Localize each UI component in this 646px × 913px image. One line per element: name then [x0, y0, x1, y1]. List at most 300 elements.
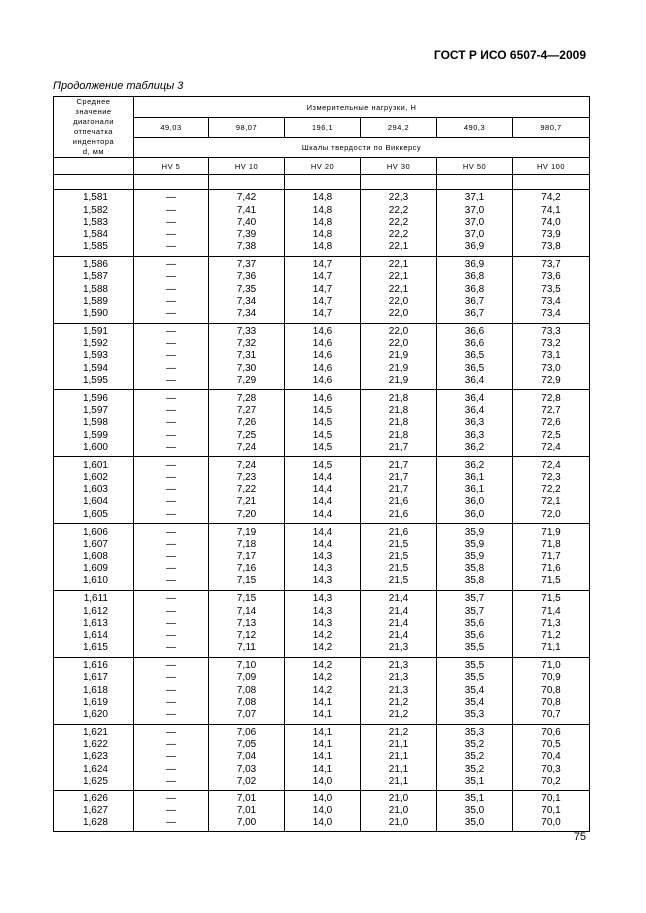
cell-hv50 [437, 791, 513, 832]
value-hv5: — [166, 308, 176, 320]
value-hv100: 73,3 [541, 326, 561, 338]
value-hv10: 7,07 [236, 709, 257, 721]
table-caption: Продолжение таблицы 3 [53, 80, 184, 92]
value-hv30: 21,7 [388, 459, 409, 471]
value-hv100: 72,4 [541, 459, 561, 471]
value-hv10: 7,03 [236, 763, 257, 775]
value-hv10: 7,15 [236, 575, 257, 587]
cell-hv20 [285, 323, 361, 390]
value-hv10: 7,08 [236, 684, 257, 696]
cell-hv100 [513, 590, 590, 657]
value-d: 1,594 [82, 362, 108, 374]
value-hv5: — [166, 575, 176, 587]
cell-hv30 [361, 390, 437, 457]
value-hv50: 36,2 [464, 441, 485, 453]
value-hv20: 14,8 [312, 204, 333, 216]
value-hv5: — [166, 508, 176, 520]
value-hv10: 7,22 [236, 484, 257, 496]
value-hv5: — [166, 295, 176, 307]
value-hv5: — [166, 696, 176, 708]
value-hv20: 14,1 [312, 696, 333, 708]
value-hv50: 36,6 [464, 338, 485, 350]
value-d: 1,599 [82, 429, 108, 441]
value-hv100: 72,7 [541, 405, 561, 417]
value-hv50: 37,0 [464, 204, 485, 216]
value-d: 1,597 [82, 405, 108, 417]
value-d: 1,605 [82, 508, 108, 520]
value-hv5: — [166, 326, 176, 338]
load-cell: 294,2 [361, 118, 437, 138]
value-hv50: 35,8 [464, 563, 485, 575]
value-hv50: 36,4 [464, 392, 485, 404]
value-hv100: 70,7 [541, 709, 561, 721]
value-hv30: 22,0 [388, 338, 409, 350]
cell-hv50 [437, 724, 513, 791]
value-hv100: 70,6 [541, 727, 561, 739]
table-row-group [54, 457, 590, 524]
value-d: 1,624 [82, 763, 108, 775]
value-hv20: 14,2 [312, 660, 333, 672]
value-hv10: 7,01 [236, 792, 257, 804]
value-hv50: 35,1 [464, 792, 485, 804]
cell-d [54, 256, 134, 323]
value-hv5: — [166, 392, 176, 404]
value-hv30: 22,1 [388, 241, 409, 253]
value-d: 1,600 [82, 441, 108, 453]
value-hv30: 22,2 [388, 204, 409, 216]
value-hv5: — [166, 484, 176, 496]
page-number: 75 [573, 831, 586, 843]
value-hv30: 21,4 [388, 617, 409, 629]
value-hv100: 70,4 [541, 751, 561, 763]
value-hv50: 35,6 [464, 629, 485, 641]
value-hv30: 21,8 [388, 405, 409, 417]
cell-hv100 [513, 657, 590, 724]
value-d: 1,609 [82, 563, 108, 575]
value-hv10: 7,15 [236, 593, 257, 605]
value-hv50: 35,2 [464, 739, 485, 751]
table-row-group [54, 590, 590, 657]
value-hv50: 35,3 [464, 727, 485, 739]
cell-hv20 [285, 791, 361, 832]
cell-d [54, 457, 134, 524]
cell-hv50 [437, 323, 513, 390]
value-hv30: 21,6 [388, 526, 409, 538]
cell-hv5 [134, 190, 209, 257]
document-code: ГОСТ Р ИСО 6507-4—2009 [433, 48, 586, 62]
value-hv5: — [166, 538, 176, 550]
cell-hv20 [285, 724, 361, 791]
value-hv10: 7,21 [236, 496, 257, 508]
value-hv50: 35,7 [464, 593, 485, 605]
value-d: 1,601 [82, 459, 108, 471]
value-hv50: 36,8 [464, 283, 485, 295]
cell-hv30 [361, 457, 437, 524]
value-d: 1,616 [82, 660, 108, 672]
scale-cell: HV 20 [285, 158, 361, 175]
value-hv20: 14,8 [312, 192, 333, 204]
cell-d [54, 190, 134, 257]
cell-d [54, 791, 134, 832]
value-hv50: 35,9 [464, 526, 485, 538]
value-hv10: 7,02 [236, 775, 257, 787]
value-hv5: — [166, 350, 176, 362]
scale-cell: HV 10 [209, 158, 285, 175]
value-hv20: 14,2 [312, 672, 333, 684]
scale-cell: HV 5 [134, 158, 209, 175]
value-hv5: — [166, 550, 176, 562]
cell-hv30 [361, 657, 437, 724]
value-hv5: — [166, 362, 176, 374]
value-hv20: 14,7 [312, 308, 333, 320]
value-hv5: — [166, 496, 176, 508]
value-hv50: 36,1 [464, 484, 485, 496]
value-hv10: 7,19 [236, 526, 257, 538]
diagonal-header: Среднее значение диагонали отпечатка индентора d, мм [54, 97, 134, 158]
value-hv30: 22,1 [388, 271, 409, 283]
cell-hv100 [513, 457, 590, 524]
value-hv5: — [166, 338, 176, 350]
value-hv30: 21,7 [388, 441, 409, 453]
value-d: 1,619 [82, 696, 108, 708]
value-hv50: 35,6 [464, 617, 485, 629]
value-hv100: 72,6 [541, 417, 561, 429]
value-hv100: 71,2 [541, 629, 561, 641]
value-hv20: 14,6 [312, 338, 333, 350]
value-hv10: 7,35 [236, 283, 257, 295]
table-row-group [54, 190, 590, 257]
value-hv10: 7,08 [236, 696, 257, 708]
cell-hv10 [209, 457, 285, 524]
value-hv30: 21,2 [388, 709, 409, 721]
value-hv50: 36,4 [464, 405, 485, 417]
cell-hv5 [134, 256, 209, 323]
cell-hv5 [134, 323, 209, 390]
value-hv20: 14,6 [312, 350, 333, 362]
value-hv30: 21,9 [388, 350, 409, 362]
value-hv100: 70,8 [541, 696, 561, 708]
value-d: 1,628 [82, 817, 108, 829]
value-hv10: 7,27 [236, 405, 257, 417]
cell-hv30 [361, 590, 437, 657]
value-hv20: 14,6 [312, 362, 333, 374]
value-hv20: 14,5 [312, 417, 333, 429]
value-hv30: 21,5 [388, 538, 409, 550]
value-hv20: 14,6 [312, 392, 333, 404]
cell-hv10 [209, 390, 285, 457]
value-hv50: 35,7 [464, 605, 485, 617]
value-hv10: 7,10 [236, 660, 257, 672]
cell-hv100 [513, 390, 590, 457]
value-hv30: 21,3 [388, 660, 409, 672]
value-d: 1,617 [82, 672, 108, 684]
value-hv30: 22,2 [388, 229, 409, 241]
value-hv50: 36,7 [464, 295, 485, 307]
value-hv30: 21,3 [388, 684, 409, 696]
value-hv30: 21,0 [388, 792, 409, 804]
value-hv30: 21,9 [388, 362, 409, 374]
value-hv100: 74,0 [541, 216, 561, 228]
value-hv20: 14,7 [312, 259, 333, 271]
value-hv50: 37,0 [464, 216, 485, 228]
value-d: 1,626 [82, 792, 108, 804]
cell-hv20 [285, 457, 361, 524]
cell-hv10 [209, 190, 285, 257]
value-hv30: 21,2 [388, 727, 409, 739]
value-hv50: 36,9 [464, 241, 485, 253]
value-hv20: 14,0 [312, 805, 333, 817]
cell-hv30 [361, 256, 437, 323]
value-hv5: — [166, 405, 176, 417]
value-d: 1,589 [82, 295, 108, 307]
value-hv50: 36,5 [464, 362, 485, 374]
value-hv100: 71,5 [541, 575, 561, 587]
value-hv20: 14,5 [312, 441, 333, 453]
load-cell: 49,03 [134, 118, 209, 138]
value-hv20: 14,1 [312, 751, 333, 763]
value-d: 1,612 [82, 605, 108, 617]
value-hv20: 14,7 [312, 295, 333, 307]
value-hv100: 70,8 [541, 684, 561, 696]
value-hv100: 70,5 [541, 739, 561, 751]
value-hv100: 71,9 [541, 526, 561, 538]
value-hv30: 21,5 [388, 575, 409, 587]
value-hv100: 73,9 [541, 229, 561, 241]
value-hv10: 7,29 [236, 374, 257, 386]
value-hv100: 74,2 [541, 192, 561, 204]
value-hv100: 72,2 [541, 484, 561, 496]
value-hv30: 21,8 [388, 429, 409, 441]
value-hv30: 21,1 [388, 739, 409, 751]
value-hv10: 7,34 [236, 308, 257, 320]
value-hv20: 14,4 [312, 484, 333, 496]
value-d: 1,625 [82, 775, 108, 787]
cell-hv100 [513, 791, 590, 832]
value-d: 1,614 [82, 629, 108, 641]
value-d: 1,623 [82, 751, 108, 763]
value-hv5: — [166, 526, 176, 538]
value-hv5: — [166, 817, 176, 829]
value-hv10: 7,30 [236, 362, 257, 374]
value-hv10: 7,06 [236, 727, 257, 739]
value-d: 1,593 [82, 350, 108, 362]
value-hv50: 35,3 [464, 709, 485, 721]
value-hv100: 72,9 [541, 374, 561, 386]
cell-hv50 [437, 657, 513, 724]
value-hv20: 14,4 [312, 496, 333, 508]
value-hv20: 14,1 [312, 739, 333, 751]
value-hv10: 7,41 [236, 204, 257, 216]
cell-hv100 [513, 190, 590, 257]
value-hv50: 35,4 [464, 684, 485, 696]
value-hv100: 72,4 [541, 441, 561, 453]
cell-hv5 [134, 791, 209, 832]
value-hv20: 14,0 [312, 817, 333, 829]
value-hv5: — [166, 751, 176, 763]
value-d: 1,591 [82, 326, 108, 338]
cell-hv10 [209, 791, 285, 832]
value-hv5: — [166, 563, 176, 575]
value-hv20: 14,5 [312, 405, 333, 417]
cell-hv100 [513, 323, 590, 390]
value-hv5: — [166, 204, 176, 216]
cell-hv10 [209, 524, 285, 591]
cell-hv50 [437, 390, 513, 457]
cell-hv50 [437, 590, 513, 657]
value-d: 1,595 [82, 374, 108, 386]
value-hv5: — [166, 617, 176, 629]
value-hv10: 7,24 [236, 459, 257, 471]
value-hv50: 35,5 [464, 660, 485, 672]
value-hv100: 71,3 [541, 617, 561, 629]
value-d: 1,587 [82, 271, 108, 283]
value-hv10: 7,12 [236, 629, 257, 641]
value-hv20: 14,7 [312, 283, 333, 295]
value-hv30: 21,4 [388, 593, 409, 605]
value-hv50: 35,0 [464, 817, 485, 829]
value-hv20: 14,2 [312, 629, 333, 641]
value-hv10: 7,01 [236, 805, 257, 817]
value-d: 1,627 [82, 805, 108, 817]
value-hv10: 7,09 [236, 672, 257, 684]
value-hv30: 21,8 [388, 392, 409, 404]
scale-cell: HV 50 [437, 158, 513, 175]
value-hv100: 70,1 [541, 805, 561, 817]
value-hv5: — [166, 259, 176, 271]
value-hv5: — [166, 271, 176, 283]
value-hv50: 35,9 [464, 550, 485, 562]
value-d: 1,610 [82, 575, 108, 587]
value-d: 1,602 [82, 471, 108, 483]
value-hv10: 7,18 [236, 538, 257, 550]
value-hv50: 35,5 [464, 672, 485, 684]
value-hv100: 73,6 [541, 271, 561, 283]
value-hv50: 36,8 [464, 271, 485, 283]
value-hv100: 70,3 [541, 763, 561, 775]
value-hv50: 35,8 [464, 575, 485, 587]
value-hv10: 7,38 [236, 241, 257, 253]
value-d: 1,598 [82, 417, 108, 429]
value-hv30: 21,4 [388, 605, 409, 617]
cell-hv10 [209, 657, 285, 724]
value-d: 1,604 [82, 496, 108, 508]
value-hv5: — [166, 660, 176, 672]
value-hv100: 71,4 [541, 605, 561, 617]
cell-hv5 [134, 724, 209, 791]
value-hv30: 21,9 [388, 374, 409, 386]
value-d: 1,620 [82, 709, 108, 721]
scale-cell: HV 100 [513, 158, 590, 175]
value-hv30: 21,3 [388, 672, 409, 684]
cell-hv30 [361, 791, 437, 832]
value-hv20: 14,4 [312, 526, 333, 538]
value-d: 1,588 [82, 283, 108, 295]
value-hv10: 7,00 [236, 817, 257, 829]
cell-hv10 [209, 724, 285, 791]
value-hv5: — [166, 593, 176, 605]
value-hv100: 70,1 [541, 792, 561, 804]
value-hv50: 35,2 [464, 751, 485, 763]
value-d: 1,590 [82, 308, 108, 320]
value-d: 1,592 [82, 338, 108, 350]
value-hv100: 73,1 [541, 350, 561, 362]
value-hv30: 21,1 [388, 775, 409, 787]
cell-hv20 [285, 524, 361, 591]
load-cell: 98,07 [209, 118, 285, 138]
value-hv5: — [166, 672, 176, 684]
cell-hv20 [285, 256, 361, 323]
value-hv100: 72,5 [541, 429, 561, 441]
value-hv100: 73,7 [541, 259, 561, 271]
value-hv100: 70,9 [541, 672, 561, 684]
value-hv20: 14,3 [312, 593, 333, 605]
load-cell: 490,3 [437, 118, 513, 138]
value-hv10: 7,42 [236, 192, 257, 204]
value-hv100: 71,7 [541, 550, 561, 562]
value-d: 1,618 [82, 684, 108, 696]
value-hv20: 14,1 [312, 727, 333, 739]
value-hv30: 22,2 [388, 216, 409, 228]
cell-hv30 [361, 724, 437, 791]
value-hv30: 21,2 [388, 696, 409, 708]
value-hv50: 36,4 [464, 374, 485, 386]
cell-hv5 [134, 657, 209, 724]
value-hv20: 14,2 [312, 642, 333, 654]
value-hv5: — [166, 775, 176, 787]
value-hv50: 36,3 [464, 417, 485, 429]
value-hv20: 14,3 [312, 550, 333, 562]
value-hv20: 14,8 [312, 241, 333, 253]
value-hv5: — [166, 709, 176, 721]
cell-hv20 [285, 190, 361, 257]
value-hv20: 14,6 [312, 326, 333, 338]
cell-d [54, 657, 134, 724]
cell-hv5 [134, 457, 209, 524]
cell-hv30 [361, 190, 437, 257]
value-hv5: — [166, 459, 176, 471]
table-row-group [54, 657, 590, 724]
scales-header: Шкалы твердости по Виккерсу [134, 138, 590, 158]
value-d: 1,607 [82, 538, 108, 550]
value-hv50: 36,1 [464, 471, 485, 483]
value-hv10: 7,31 [236, 350, 257, 362]
value-hv30: 21,0 [388, 817, 409, 829]
value-hv10: 7,17 [236, 550, 257, 562]
header-spacer-row [54, 175, 590, 190]
value-hv10: 7,23 [236, 471, 257, 483]
cell-hv5 [134, 524, 209, 591]
value-hv10: 7,25 [236, 429, 257, 441]
value-hv50: 36,5 [464, 350, 485, 362]
value-hv20: 14,1 [312, 709, 333, 721]
value-hv50: 36,0 [464, 496, 485, 508]
value-hv10: 7,24 [236, 441, 257, 453]
value-hv5: — [166, 792, 176, 804]
value-hv30: 21,3 [388, 642, 409, 654]
value-hv100: 73,4 [541, 308, 561, 320]
table-row-group [54, 256, 590, 323]
cell-d [54, 724, 134, 791]
cell-hv100 [513, 524, 590, 591]
value-hv30: 21,5 [388, 550, 409, 562]
value-hv5: — [166, 471, 176, 483]
value-hv10: 7,20 [236, 508, 257, 520]
table-row-group [54, 724, 590, 791]
value-hv50: 35,9 [464, 538, 485, 550]
value-hv20: 14,5 [312, 459, 333, 471]
value-hv20: 14,8 [312, 229, 333, 241]
value-hv30: 22,0 [388, 308, 409, 320]
